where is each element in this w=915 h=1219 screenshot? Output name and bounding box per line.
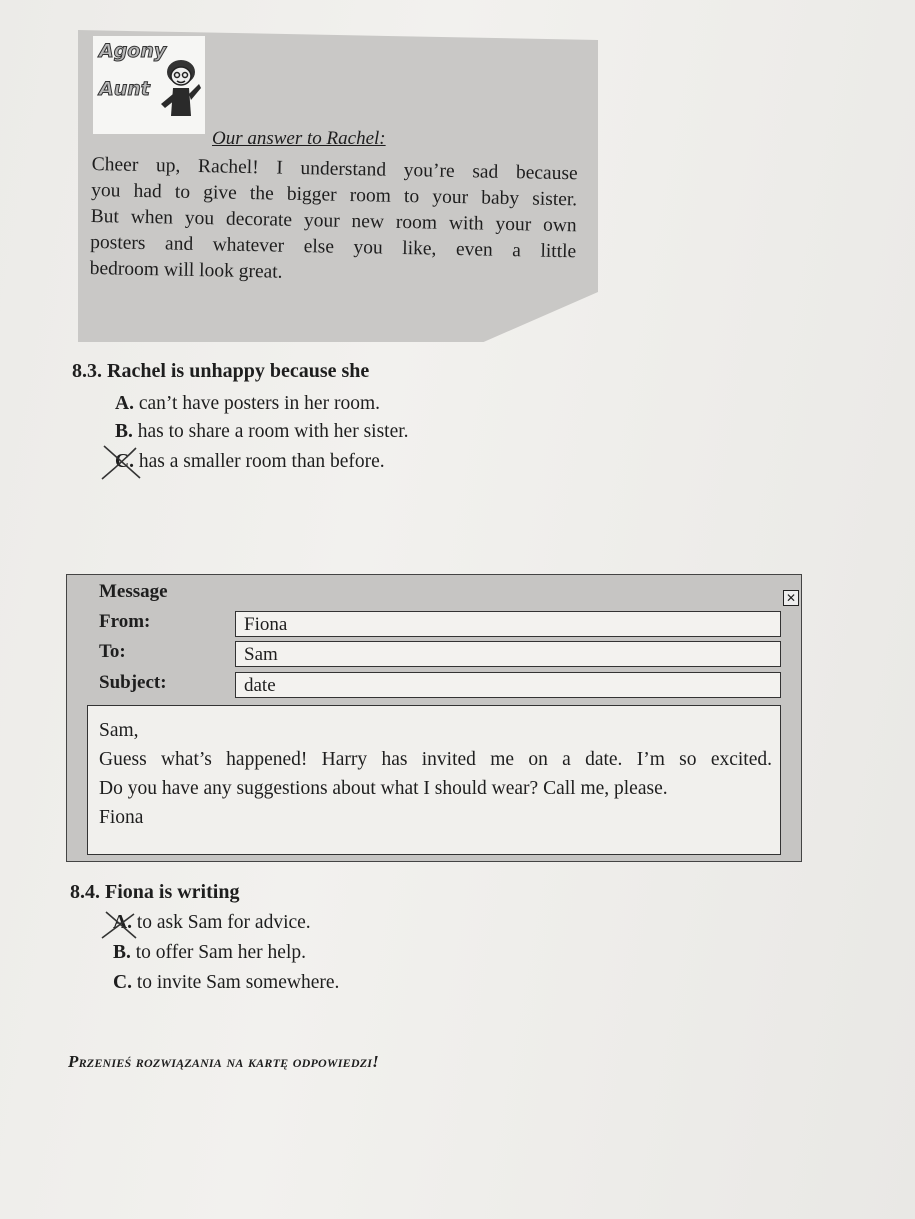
option-text: to offer Sam her help. xyxy=(135,942,306,963)
answer-cross-mark-icon xyxy=(100,442,146,482)
letter-line: posters and whatever else you like, even a little xyxy=(90,231,577,263)
aunt-letter xyxy=(90,152,578,291)
question-8-4-title xyxy=(70,881,239,904)
from-label: From: xyxy=(99,611,151,632)
option-letter: B. xyxy=(115,421,133,442)
question-text: Rachel is unhappy because she xyxy=(107,360,370,382)
option-text: to ask Sam for advice. xyxy=(136,912,311,933)
message-window xyxy=(66,574,802,862)
message-body[interactable] xyxy=(87,705,781,855)
option-letter: C. xyxy=(113,972,132,993)
aunt-cartoon-icon xyxy=(151,54,203,134)
footer-instruction: Przenieś rozwiązania na kartę odpowiedzi! xyxy=(68,1052,379,1071)
letter-line: you had to give the bigger room to your baby sister. xyxy=(91,179,578,211)
to-field[interactable]: Sam xyxy=(235,641,781,667)
question-8-3-title xyxy=(72,360,369,383)
option-8-3-b[interactable] xyxy=(115,421,409,443)
logo-word-agony: Agony xyxy=(99,40,167,62)
letter-line: bedroom will look great. xyxy=(89,257,283,283)
option-8-3-c[interactable] xyxy=(115,451,385,473)
subject-field[interactable]: date xyxy=(235,672,781,698)
option-8-4-a[interactable] xyxy=(113,912,311,934)
option-letter: C. xyxy=(115,451,134,472)
question-number: 8.4. xyxy=(70,881,100,903)
letter-line: Cheer up, Rachel! I understand you’re sad because xyxy=(91,153,578,185)
option-letter: A. xyxy=(113,912,132,933)
option-letter: B. xyxy=(113,942,131,963)
answer-cross-mark-icon xyxy=(100,908,142,942)
question-text: Fiona is writing xyxy=(105,881,240,903)
to-label: To: xyxy=(99,641,126,662)
from-field[interactable]: Fiona xyxy=(235,611,781,637)
option-8-3-a[interactable] xyxy=(115,393,380,415)
subject-label: Subject: xyxy=(99,672,167,693)
letter-line: But when you decorate your new room with your own xyxy=(90,205,577,237)
message-line: Fiona xyxy=(99,807,144,828)
message-line: Sam, xyxy=(99,720,139,741)
option-text: to invite Sam somewhere. xyxy=(136,972,340,993)
agony-aunt-logo xyxy=(93,36,205,134)
message-line: Do you have any suggestions about what I should wear? Call me, please. xyxy=(99,778,668,799)
message-title: Message xyxy=(99,581,168,602)
logo-word-aunt: Aunt xyxy=(99,78,150,100)
close-icon[interactable]: ✕ xyxy=(783,590,799,606)
option-text: can’t have posters in her room. xyxy=(138,393,380,414)
answer-heading: Our answer to Rachel: xyxy=(212,128,386,149)
option-text: has to share a room with her sister. xyxy=(137,421,409,442)
option-8-4-b[interactable] xyxy=(113,942,306,964)
option-text: has a smaller room than before. xyxy=(138,451,385,472)
message-line: Guess what’s happened! Harry has invited me on a date. I’m so excited. xyxy=(99,749,772,770)
option-8-4-c[interactable] xyxy=(113,972,339,994)
option-letter: A. xyxy=(115,393,134,414)
question-number: 8.3. xyxy=(72,360,102,382)
